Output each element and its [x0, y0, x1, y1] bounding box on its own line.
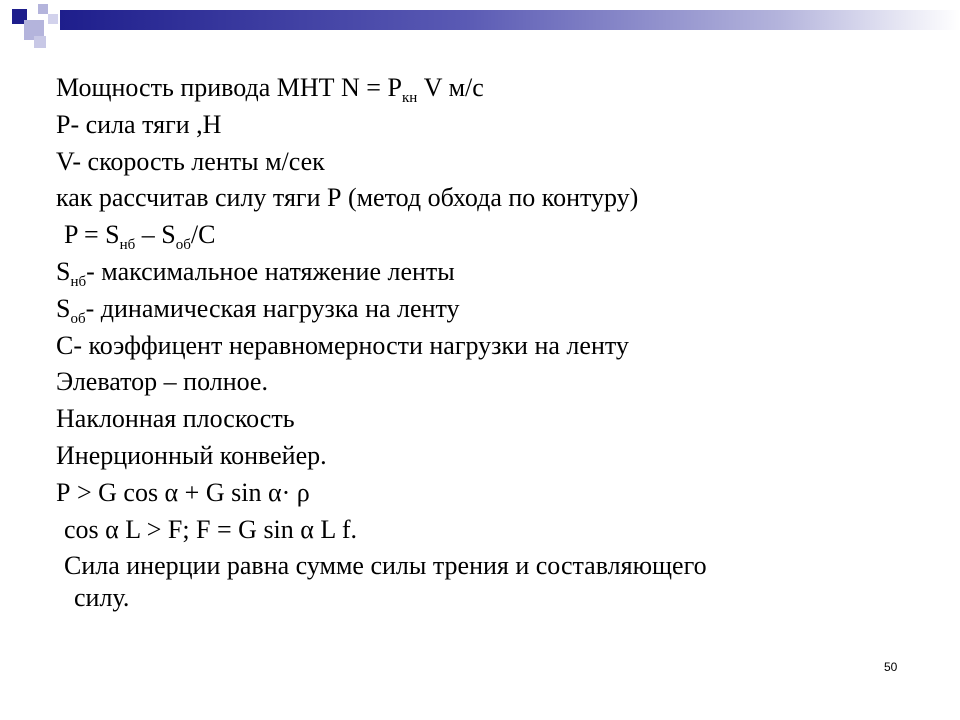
decorative-square	[34, 36, 46, 48]
formula-line: Р > G cos α + G sin α· ρ	[56, 477, 310, 507]
text-line: V- скорость ленты м/сек	[56, 146, 325, 176]
text-segment: Мощность привода МНТ N = P	[56, 73, 402, 102]
text-segment: - динамическая нагрузка на ленту	[85, 293, 460, 323]
text-segment: P = S	[64, 220, 120, 250]
definition-line	[56, 254, 916, 291]
text-line: Инерционный конвейер.	[56, 440, 327, 470]
decorative-square	[48, 14, 58, 24]
page-number: 50	[884, 660, 898, 674]
text-segment: /C	[190, 220, 216, 250]
header-gradient-bar	[60, 10, 960, 30]
text-continuation: силу.	[74, 583, 130, 613]
text-line: как рассчитав силу тяги Р (метод обхода по контуру)	[56, 183, 639, 213]
decorative-square	[38, 4, 48, 14]
formula-line: cos α L > F; F = G sin α L f.	[64, 514, 357, 544]
text-segment: - максимальное натяжение ленты	[86, 256, 455, 286]
text-segment: S	[56, 256, 71, 286]
text-segment: – S	[135, 220, 176, 250]
text-line: С- коэффицент неравномерности нагрузки на ленту	[56, 330, 629, 360]
text-line: Р- сила тяги ,Н	[56, 109, 222, 139]
text-line: Наклонная плоскость	[56, 404, 295, 434]
text-segment: S	[56, 293, 71, 323]
subscript: кн	[401, 90, 418, 106]
wrapped-text-line	[56, 550, 916, 614]
subscript: об	[70, 310, 86, 327]
text-segment: Сила инерции равна сумме силы трения и составляющего	[64, 551, 707, 581]
power-formula-line	[56, 70, 916, 107]
subscript: об	[175, 237, 191, 254]
definition-line	[56, 291, 916, 328]
text-segment: V м/с	[417, 73, 484, 102]
text-line: Элеватор – полное.	[56, 367, 268, 397]
slide-body	[56, 70, 916, 614]
subscript: нб	[70, 273, 87, 290]
subscript: нб	[119, 237, 136, 254]
traction-formula-line	[56, 217, 916, 254]
